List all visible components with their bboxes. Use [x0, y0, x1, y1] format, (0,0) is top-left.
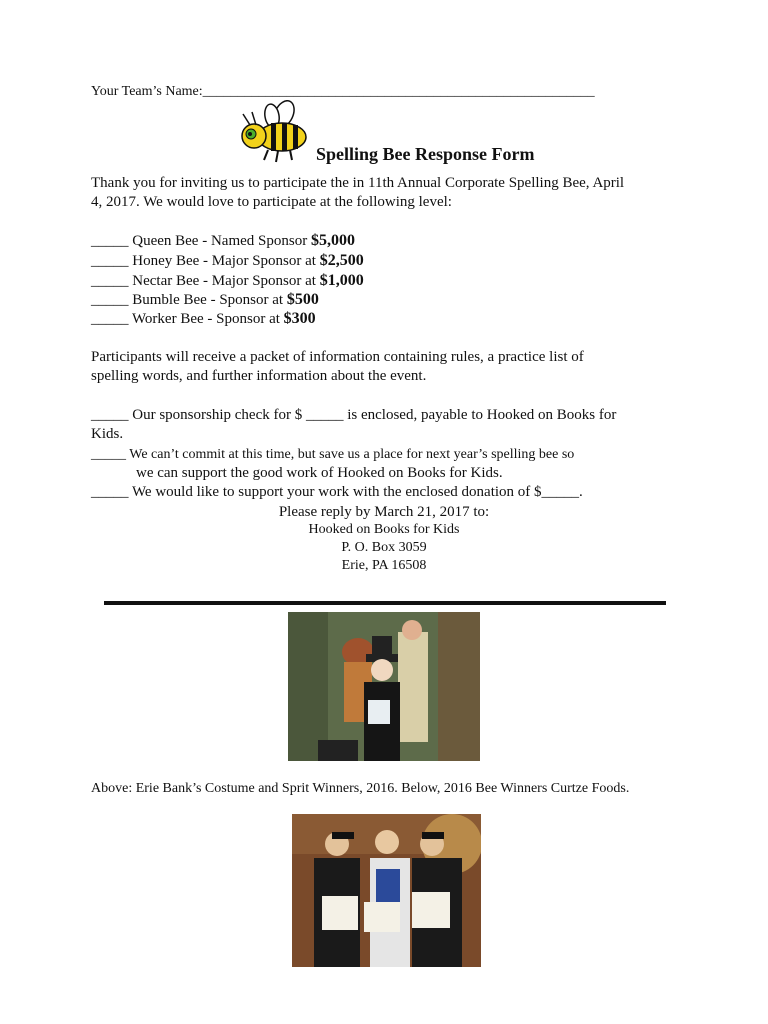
level-label: Bumble Bee - Sponsor at	[128, 292, 287, 308]
level-bumble-bee[interactable]	[91, 290, 319, 310]
option-next-year-cont: we can support the good work of Hooked on Books for Kids.	[136, 465, 503, 481]
intro-line-2: 4, 2017. We would love to participate at the following level:	[91, 194, 452, 210]
packet-line-2: spelling words, and further information about the event.	[91, 368, 427, 384]
costume-winners-photo	[288, 612, 480, 761]
level-label: Nectar Bee - Major Sponsor at	[128, 273, 320, 289]
bee-winners-photo	[292, 814, 481, 967]
level-honey-bee[interactable]	[91, 251, 364, 271]
level-blank[interactable]: _____	[91, 253, 129, 269]
level-amount: $1,000	[319, 272, 364, 289]
level-amount: $300	[283, 310, 316, 327]
level-amount: $500	[286, 291, 319, 308]
level-blank[interactable]: _____	[91, 273, 129, 289]
option-check-enclosed[interactable]: _____ Our sponsorship check for $ _____ is enclosed, payable to Hooked on Books for	[91, 407, 617, 423]
intro-line-1: Thank you for inviting us to participate the in 11th Annual Corporate Spelling Bee, April	[91, 175, 625, 191]
level-queen-bee[interactable]	[91, 231, 355, 251]
form-title: Spelling Bee Response Form	[316, 144, 535, 164]
address-line-1: Hooked on Books for Kids	[308, 522, 460, 537]
option-donation[interactable]: _____ We would like to support your work with the enclosed donation of $_____.	[91, 484, 583, 500]
team-name-field[interactable]: Your Team’s Name:________________________________________________________	[91, 84, 595, 99]
option-check-enclosed-cont: Kids.	[91, 426, 124, 442]
level-amount: $2,500	[319, 252, 364, 269]
option-next-year[interactable]: _____ We can’t commit at this time, but save us a place for next year’s spelling bee so	[91, 447, 575, 462]
level-label: Queen Bee - Named Sponsor	[128, 233, 311, 249]
level-label: Worker Bee - Sponsor at	[128, 311, 284, 327]
address-line-2: P. O. Box 3059	[341, 540, 427, 555]
bee-icon	[238, 100, 312, 164]
reply-by: Please reply by March 21, 2017 to:	[278, 504, 490, 520]
divider	[104, 601, 666, 605]
photo-caption: Above: Erie Bank’s Costume and Sprit Winners, 2016. Below, 2016 Bee Winners Curtze Foods.	[91, 781, 630, 796]
level-blank[interactable]: _____	[91, 292, 129, 308]
level-worker-bee[interactable]	[91, 309, 316, 329]
level-blank[interactable]: _____	[91, 311, 129, 327]
level-label: Honey Bee - Major Sponsor at	[128, 253, 320, 269]
address-line-3: Erie, PA 16508	[341, 558, 427, 573]
level-blank[interactable]: _____	[91, 233, 129, 249]
packet-line-1: Participants will receive a packet of information containing rules, a practice list of	[91, 349, 584, 365]
level-amount: $5,000	[310, 232, 355, 249]
level-nectar-bee[interactable]	[91, 271, 364, 291]
